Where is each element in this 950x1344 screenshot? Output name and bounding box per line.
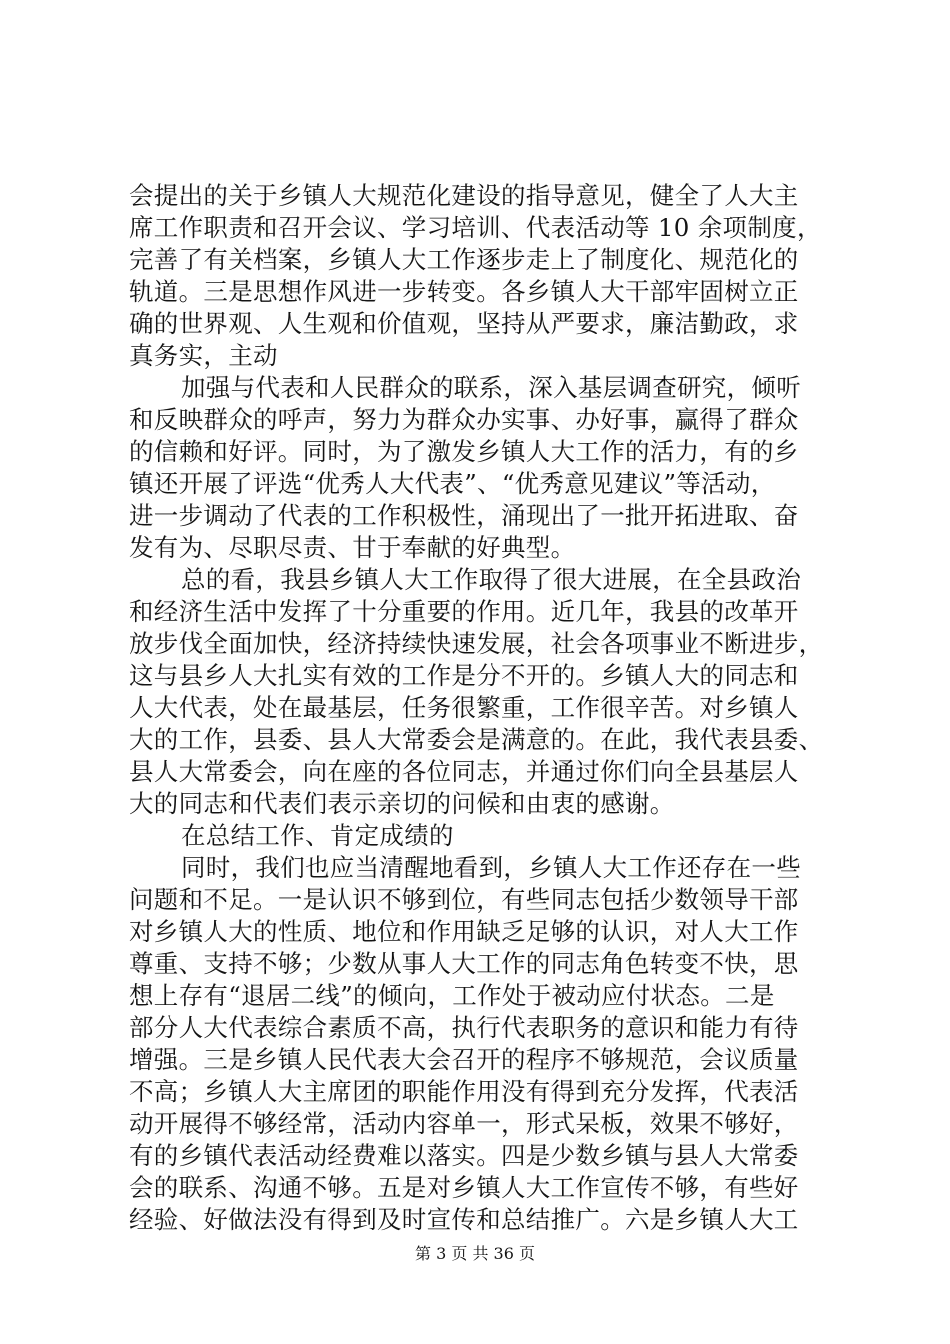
text-line: 会的联系、沟通不够。五是对乡镇人大工作宣传不够，有些好 [129, 1173, 799, 1202]
paragraph-first-line: 总的看，我县乡镇人大工作取得了很大进展，在全县政治 [181, 565, 801, 594]
text-line: 和反映群众的呼声，努力为群众办实事、办好事，赢得了群众 [129, 405, 799, 434]
text-line: 完善了有关档案，乡镇人大工作逐步走上了制度化、规范化的 [129, 245, 799, 274]
text-line: 经验、好做法没有得到及时宣传和总结推广。六是乡镇人大工 [129, 1205, 799, 1234]
paragraph-first-line: 加强与代表和人民群众的联系，深入基层调查研究，倾听 [181, 373, 801, 402]
text-line: 问题和不足。一是认识不够到位，有些同志包括少数领导干部 [129, 885, 799, 914]
text-line: 发有为、尽职尽责、甘于奉献的好典型。 [129, 533, 576, 562]
text-line: 席工作职责和召开会议、学习培训、代表活动等 10 余项制度， [129, 213, 822, 242]
text-line: 人大代表，处在最基层，任务很繁重，工作很辛苦。对乡镇人 [129, 693, 799, 722]
text-line: 和经济生活中发挥了十分重要的作用。近几年，我县的改革开 [129, 597, 799, 626]
text-line: 镇还开展了评选“优秀人大代表”、“优秀意见建议”等活动， [129, 469, 776, 498]
text-line: 确的世界观、人生观和价值观，坚持从严要求，廉洁勤政，求 [129, 309, 799, 338]
paragraph-first-line: 同时，我们也应当清醒地看到，乡镇人大工作还存在一些 [181, 853, 801, 882]
text-line: 有的乡镇代表活动经费难以落实。四是少数乡镇与县人大常委 [129, 1141, 799, 1170]
text-line: 进一步调动了代表的工作积极性，涌现出了一批开拓进取、奋 [129, 501, 799, 530]
text-line: 增强。三是乡镇人民代表大会召开的程序不够规范，会议质量 [129, 1045, 799, 1074]
text-line: 想上存有“退居二线”的倾向，工作处于被动应付状态。二是 [129, 981, 775, 1010]
text-line: 大的同志和代表们表示亲切的问候和由衷的感谢。 [129, 789, 675, 818]
text-line: 县人大常委会，向在座的各位同志，并通过你们向全县基层人 [129, 757, 799, 786]
paragraph-first-line: 在总结工作、肯定成绩的 [181, 821, 454, 850]
text-line: 轨道。三是思想作风进一步转变。各乡镇人大干部牢固树立正 [129, 277, 799, 306]
text-line: 对乡镇人大的性质、地位和作用缺乏足够的认识，对人大工作 [129, 917, 799, 946]
text-line: 部分人大代表综合素质不高，执行代表职务的意识和能力有待 [129, 1013, 799, 1042]
text-line: 真务实，主动 [129, 341, 278, 370]
page-number-footer: 第 3 页 共 36 页 [415, 1244, 535, 1263]
text-line: 不高；乡镇人大主席团的职能作用没有得到充分发挥，代表活 [129, 1077, 799, 1106]
text-line: 大的工作，县委、县人大常委会是满意的。在此，我代表县委、 [129, 725, 824, 754]
text-line: 动开展得不够经常，活动内容单一，形式呆板，效果不够好， [129, 1109, 799, 1138]
text-line: 尊重、支持不够；少数从事人大工作的同志角色转变不快，思 [129, 949, 799, 978]
text-line: 的信赖和好评。同时，为了激发乡镇人大工作的活力，有的乡 [129, 437, 799, 466]
text-line: 会提出的关于乡镇人大规范化建设的指导意见，健全了人大主 [129, 181, 799, 210]
text-line: 这与县乡人大扎实有效的工作是分不开的。乡镇人大的同志和 [129, 661, 799, 690]
text-line: 放步伐全面加快，经济持续快速发展，社会各项事业不断进步， [129, 629, 824, 658]
